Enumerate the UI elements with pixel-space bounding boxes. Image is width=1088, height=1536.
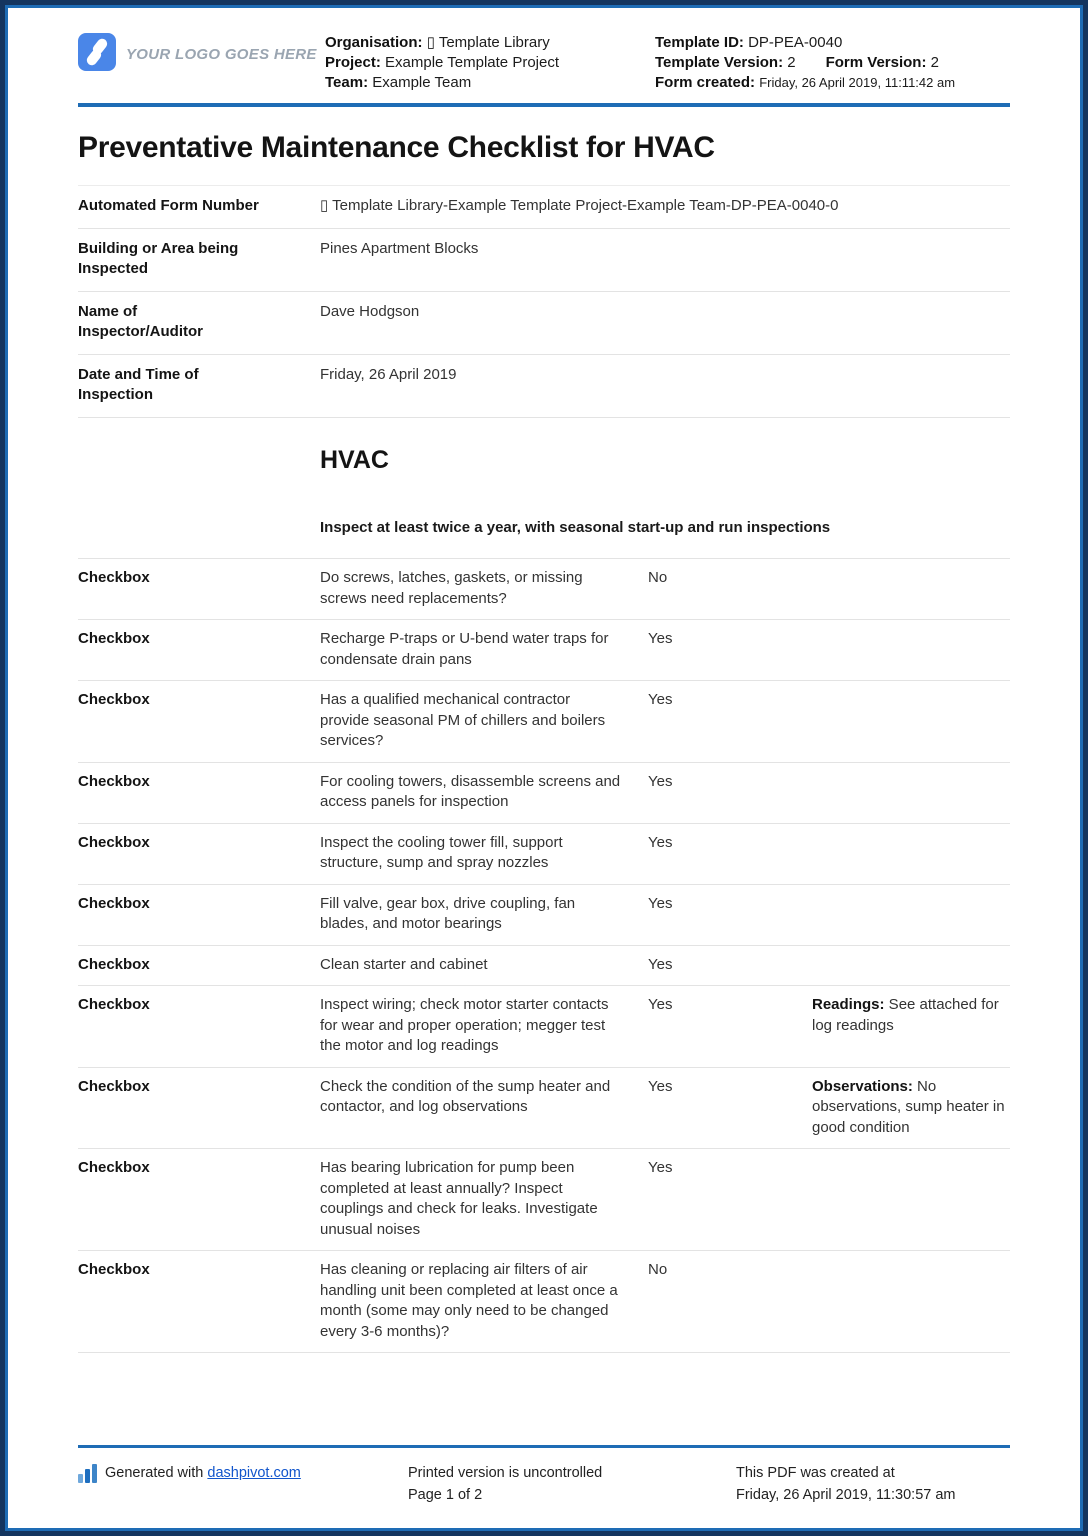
checklist-answer: Yes bbox=[648, 630, 673, 647]
row-note bbox=[812, 1077, 1007, 1139]
checklist-answer: Yes bbox=[648, 996, 673, 1013]
checklist-item-type: Checkbox bbox=[78, 569, 150, 586]
checklist-row bbox=[78, 885, 1010, 946]
field-label: Name of Inspector/Auditor bbox=[78, 303, 204, 340]
company-logo-icon bbox=[78, 33, 116, 76]
organisation-label: Organisation: bbox=[325, 34, 423, 51]
logo-block bbox=[78, 33, 325, 76]
checklist-answer: Yes bbox=[648, 833, 673, 851]
checklist-row bbox=[78, 824, 1010, 885]
footer-printed bbox=[408, 1462, 736, 1506]
field-value: Pines Apartment Blocks bbox=[320, 240, 479, 257]
page-title: Preventative Maintenance Checklist for HVAC bbox=[78, 131, 715, 164]
checklist-question: Fill valve, gear box, drive coupling, fan blades, and motor bearings bbox=[320, 894, 576, 932]
checklist-item-type: Checkbox bbox=[78, 772, 150, 790]
checklist-item-type: Checkbox bbox=[78, 1159, 150, 1176]
checklist-question: Has a qualified mechanical contractor provide seasonal PM of chillers and boilers services? bbox=[320, 691, 606, 749]
team-label: Team: bbox=[325, 74, 369, 91]
template-version-value: 2 bbox=[787, 54, 796, 71]
form-created-value: Friday, 26 April 2019, 11:11:42 am bbox=[759, 75, 956, 90]
row-note-text: See attached for log readings bbox=[812, 996, 999, 1034]
checklist-answer: Yes bbox=[648, 1159, 673, 1176]
field-row bbox=[78, 355, 1010, 418]
checklist-row bbox=[78, 559, 1010, 620]
project-label: Project: bbox=[325, 54, 381, 71]
field-value: Dave Hodgson bbox=[320, 303, 420, 320]
form-created-line bbox=[655, 73, 1010, 93]
checklist-item-type: Checkbox bbox=[78, 833, 150, 851]
checklist-question: Inspect the cooling tower fill, support structure, sump and spray nozzles bbox=[320, 833, 563, 871]
checklist-answer: Yes bbox=[648, 772, 673, 790]
checklist-question: Inspect wiring; check motor starter contacts for wear and proper operation; megger test the motor and log readings bbox=[320, 996, 609, 1054]
template-version-label: Template Version: bbox=[655, 54, 784, 71]
checklist-item-type: Checkbox bbox=[78, 691, 150, 708]
checklist-row bbox=[78, 1068, 1010, 1150]
checklist-question: Clean starter and cabinet bbox=[320, 955, 488, 973]
checklist-question: Do screws, latches, gaskets, or missing screws need replacements? bbox=[320, 569, 583, 607]
team-line bbox=[325, 73, 655, 93]
template-id-value: DP-PEA-0040 bbox=[748, 34, 843, 51]
page-inner-frame bbox=[5, 5, 1083, 1531]
field-label: Building or Area being Inspected bbox=[78, 240, 239, 277]
page-footer bbox=[78, 1445, 1010, 1506]
logo-placeholder-text: YOUR LOGO GOES HERE bbox=[126, 46, 317, 63]
pdf-created-label: This PDF was created at bbox=[736, 1465, 895, 1481]
checklist-item-type: Checkbox bbox=[78, 996, 150, 1013]
footer-created bbox=[736, 1462, 1010, 1506]
checklist-row bbox=[78, 681, 1010, 763]
generated-prefix: Generated with bbox=[105, 1465, 208, 1481]
row-note-text: No observations, sump heater in good condition bbox=[812, 1077, 1005, 1136]
checklist-table bbox=[78, 558, 1010, 1353]
template-id-line bbox=[655, 33, 1010, 53]
row-note-label: Observations: bbox=[812, 1077, 913, 1095]
checklist-question: Recharge P-traps or U-bend water traps for condensate drain pans bbox=[320, 630, 609, 668]
checklist-item-type: Checkbox bbox=[78, 1077, 150, 1095]
row-note bbox=[812, 995, 1007, 1057]
pdf-created-datetime: Friday, 26 April 2019, 11:30:57 am bbox=[736, 1487, 956, 1503]
checklist-row bbox=[78, 1251, 1010, 1353]
form-version-label: Form Version: bbox=[825, 54, 927, 71]
checklist-item-type: Checkbox bbox=[78, 630, 150, 647]
header-divider bbox=[78, 103, 1010, 107]
field-row bbox=[78, 292, 1010, 355]
row-note-label: Readings: bbox=[812, 996, 885, 1013]
checklist-answer: Yes bbox=[648, 894, 673, 912]
field-value: Friday, 26 April 2019 bbox=[320, 366, 457, 383]
checklist-row bbox=[78, 620, 1010, 681]
team-value: Example Team bbox=[372, 74, 472, 91]
checklist-answer: Yes bbox=[648, 691, 673, 708]
organisation-line bbox=[325, 33, 655, 53]
page-number-text: Page 1 of 2 bbox=[408, 1487, 483, 1503]
checklist-row bbox=[78, 1149, 1010, 1251]
checklist-question: For cooling towers, disassemble screens and access panels for inspection bbox=[320, 772, 621, 810]
checklist-question: Check the condition of the sump heater and contactor, and log observations bbox=[320, 1077, 611, 1115]
project-line bbox=[325, 53, 655, 73]
field-label: Automated Form Number bbox=[78, 197, 259, 214]
generated-text bbox=[105, 1462, 301, 1484]
field-label: Date and Time of Inspection bbox=[78, 366, 199, 403]
checklist-item-type: Checkbox bbox=[78, 955, 150, 973]
section-subheading: Inspect at least twice a year, with seasonal start-up and run inspections bbox=[320, 519, 831, 536]
printed-uncontrolled-text: Printed version is uncontrolled bbox=[408, 1465, 603, 1481]
checklist-answer: Yes bbox=[648, 1077, 673, 1095]
footer-generated bbox=[78, 1462, 408, 1506]
form-created-label: Form created: bbox=[655, 74, 756, 91]
page-header bbox=[78, 33, 1010, 93]
checklist-row bbox=[78, 763, 1010, 824]
field-value: ▯ Template Library-Example Template Project-Example Team-DP-PEA-0040-0 bbox=[320, 197, 839, 214]
header-meta-right bbox=[655, 33, 1010, 93]
checklist-row bbox=[78, 946, 1010, 987]
field-row bbox=[78, 229, 1010, 292]
checklist-question: Has cleaning or replacing air filters of air handling unit been completed at least once a month (some may only need to be changed every 3-6 months)? bbox=[320, 1261, 618, 1340]
checklist-question: Has bearing lubrication for pump been completed at least annually? Inspect couplings and check for leaks. Investigate unusual noises bbox=[320, 1159, 598, 1238]
fields-table bbox=[78, 185, 1010, 418]
project-value: Example Template Project bbox=[385, 54, 560, 71]
section-heading: HVAC bbox=[320, 446, 389, 474]
bar-chart-icon bbox=[78, 1464, 97, 1483]
checklist-answer: Yes bbox=[648, 955, 673, 973]
checklist-row bbox=[78, 986, 1010, 1068]
checklist-item-type: Checkbox bbox=[78, 894, 150, 912]
template-id-label: Template ID: bbox=[655, 34, 744, 51]
checklist-answer: No bbox=[648, 1261, 668, 1278]
checklist-answer: No bbox=[648, 569, 668, 586]
versions-line bbox=[655, 53, 1010, 73]
header-meta-left bbox=[325, 33, 655, 93]
dashpivot-link[interactable]: dashpivot.com bbox=[207, 1465, 301, 1481]
checklist-item-type: Checkbox bbox=[78, 1261, 150, 1278]
organisation-value: ▯ Template Library bbox=[426, 34, 550, 51]
generated-line bbox=[78, 1462, 408, 1484]
field-row bbox=[78, 186, 1010, 229]
form-version-value: 2 bbox=[930, 54, 939, 71]
